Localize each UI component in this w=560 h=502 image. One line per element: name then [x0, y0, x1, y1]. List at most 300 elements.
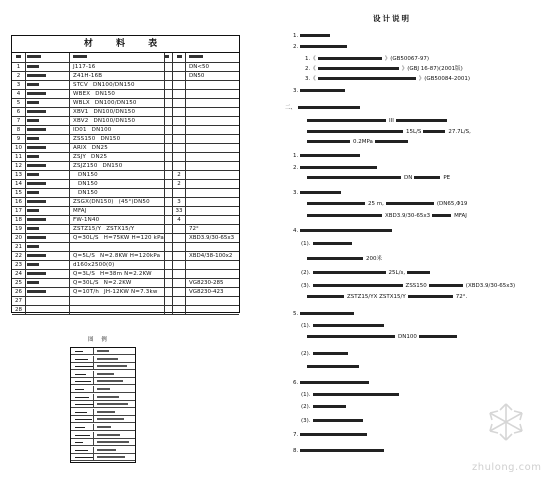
- row-note: XBD3.9/30-65x3: [189, 235, 235, 241]
- legend-symbol: [71, 348, 94, 354]
- row-quantity: 33: [173, 207, 186, 216]
- note-glyphs: [300, 381, 369, 384]
- note-tail: 200米: [366, 256, 382, 262]
- row-model: [69, 63, 165, 72]
- row-quantity: [173, 117, 186, 126]
- row-note: [186, 243, 243, 252]
- legend-symbol-mark: [75, 359, 88, 360]
- note-tail: 》(GBJ 16-87)(2001版): [401, 66, 463, 72]
- watermark-logo-icon: [484, 400, 528, 444]
- model-text: Q=30L/S: [73, 235, 99, 241]
- legend-symbol-mark: [75, 412, 87, 413]
- note-line: [305, 66, 463, 73]
- row-number: 11: [12, 153, 26, 162]
- note-glyphs: [419, 335, 457, 338]
- row-number: 22: [12, 252, 26, 261]
- row-number: 19: [12, 225, 26, 234]
- row-model: [69, 180, 165, 189]
- note-line: [293, 190, 341, 197]
- note-line: [301, 241, 352, 248]
- model-text: Q=30L/S: [73, 280, 99, 286]
- legend-symbol-mark: [75, 435, 90, 436]
- table-row: [12, 180, 239, 189]
- note-line: [301, 404, 346, 411]
- legend-description: [97, 434, 120, 436]
- row-number: 9: [12, 135, 26, 144]
- model-text: XBV1: [73, 109, 89, 115]
- row-note: [186, 198, 243, 207]
- row-model: [69, 216, 165, 225]
- name-glyphs: [27, 254, 46, 257]
- table-row: [12, 225, 239, 234]
- note-marker: 8.: [293, 448, 299, 454]
- row-model: [69, 81, 165, 90]
- note-marker: (3).: [301, 418, 311, 424]
- row-unit: [161, 117, 173, 126]
- legend-symbol: [71, 439, 94, 445]
- legend-symbol-mark: [75, 366, 93, 367]
- row-quantity: [173, 126, 186, 135]
- legend-symbol: [71, 432, 94, 438]
- row-quantity: [173, 288, 186, 297]
- name-glyphs: [27, 110, 46, 113]
- model-spec-text: DN150: [102, 163, 123, 169]
- legend-symbol: [71, 356, 94, 362]
- row-model: [69, 126, 165, 135]
- row-unit: [161, 306, 173, 315]
- row-name: [26, 144, 70, 153]
- row-model: [69, 225, 165, 234]
- model-spec-text: DN150: [100, 136, 121, 142]
- name-glyphs: [27, 137, 39, 140]
- note-value: ZSTZ15/YX ZSTX15/Y: [347, 294, 406, 300]
- row-unit: [161, 171, 173, 180]
- row-number: 14: [12, 180, 26, 189]
- name-glyphs: [27, 245, 39, 248]
- legend-description: [97, 449, 116, 451]
- row-unit: [161, 261, 173, 270]
- legend-symbol-mark: [75, 419, 92, 420]
- note-text: 3.《: [305, 76, 316, 82]
- row-note: [186, 180, 243, 189]
- note-line: [293, 380, 369, 387]
- model-spec-text: DN25: [91, 145, 108, 151]
- legend-description: [97, 403, 128, 405]
- row-name: [26, 126, 70, 135]
- note-marker: (2).: [301, 270, 311, 276]
- note-glyphs: [313, 242, 352, 245]
- note-line: [305, 139, 408, 146]
- row-quantity: 3: [173, 198, 186, 207]
- note-glyphs: [313, 271, 386, 274]
- note-marker: (2).: [301, 404, 311, 410]
- row-note: [186, 99, 243, 108]
- model-spec-text: H=38m N=2.2KW: [100, 271, 152, 277]
- note-glyphs: [375, 140, 408, 143]
- table-row: [12, 288, 239, 297]
- row-note: VG8230-285: [189, 280, 224, 286]
- table-row: [12, 126, 239, 135]
- model-text: Q=5L/S: [73, 253, 96, 259]
- note-glyphs: [298, 106, 360, 109]
- note-glyphs: [396, 119, 447, 122]
- model-text: FW-1N40: [73, 217, 100, 223]
- row-unit: [161, 297, 173, 306]
- row-name: [26, 117, 70, 126]
- model-text: ZSTZ15/Y: [73, 226, 102, 232]
- row-model: [69, 288, 165, 297]
- note-line: [293, 448, 384, 455]
- row-number: 1: [12, 63, 26, 72]
- model-spec-text: (45°)DN50: [118, 199, 150, 205]
- note-glyphs: [300, 433, 367, 436]
- row-number: 7: [12, 117, 26, 126]
- model-spec-text: DN100: [91, 127, 112, 133]
- table-row: [12, 306, 239, 315]
- note-marker: (1).: [301, 241, 311, 247]
- row-unit: [161, 270, 173, 279]
- note-glyphs: [307, 202, 365, 205]
- legend-symbol: [71, 363, 94, 369]
- row-model: [69, 99, 165, 108]
- name-glyphs: [27, 218, 46, 221]
- row-name: [26, 297, 70, 306]
- row-unit: [161, 162, 173, 171]
- note-value: XBD3.9/30-65x3: [385, 213, 431, 219]
- legend-row: [71, 401, 135, 408]
- name-glyphs: [27, 227, 39, 230]
- note-marker: (3).: [301, 283, 311, 289]
- note-marker: 6.: [293, 380, 299, 386]
- model-spec-text: DN25: [91, 154, 108, 160]
- table-row: [12, 108, 239, 117]
- row-note: [186, 297, 243, 306]
- row-quantity: [173, 225, 186, 234]
- note-glyphs: [300, 154, 360, 157]
- header-glyphs: [164, 55, 169, 58]
- model-spec-text: H=75KW H=120 kPa: [103, 235, 164, 241]
- row-note: [186, 306, 243, 315]
- header-glyphs: [27, 55, 41, 58]
- row-model: [69, 252, 165, 261]
- row-number: 17: [12, 207, 26, 216]
- row-note: DN<50: [189, 64, 209, 70]
- note-marker: 7.: [293, 432, 299, 438]
- note-glyphs: [307, 130, 403, 133]
- model-text: XBV2: [73, 118, 89, 124]
- row-model: [69, 243, 165, 252]
- note-glyphs: [313, 324, 384, 327]
- model-text: WBEX: [73, 91, 91, 97]
- note-marker: (1).: [301, 323, 311, 329]
- row-number: 8: [12, 126, 26, 135]
- row-unit: [161, 180, 173, 189]
- legend-row: [71, 356, 135, 363]
- model-text: Z41H-16B: [73, 73, 103, 79]
- note-line: [301, 351, 348, 358]
- note-line: [301, 270, 430, 277]
- row-model: [69, 153, 165, 162]
- row-note: [186, 171, 243, 180]
- table-row: [12, 279, 239, 288]
- model-spec-text: DN100/DN150: [93, 118, 136, 124]
- note-glyphs: [407, 271, 430, 274]
- row-number: 21: [12, 243, 26, 252]
- row-quantity: [173, 243, 186, 252]
- row-note: [186, 162, 243, 171]
- row-number: 23: [12, 261, 26, 270]
- model-text: ZSJZ150: [73, 163, 98, 169]
- model-spec-text: N=2.2KW: [103, 280, 132, 286]
- note-line: [293, 44, 347, 51]
- row-name: [26, 243, 70, 252]
- row-name: [26, 252, 70, 261]
- note-value: 0.2MPa: [353, 139, 373, 145]
- header-cell: [26, 53, 70, 62]
- row-name: [26, 216, 70, 225]
- legend-symbol-mark: [75, 381, 91, 382]
- name-glyphs: [27, 74, 46, 77]
- note-tail: (XBD3.9/30-65x3): [465, 283, 516, 289]
- table-row: [12, 90, 239, 99]
- row-unit: [161, 72, 173, 81]
- row-quantity: 2: [173, 180, 186, 189]
- legend-table: [70, 347, 136, 463]
- row-name: [26, 234, 70, 243]
- note-glyphs: [318, 77, 416, 80]
- name-glyphs: [27, 164, 46, 167]
- row-name: [26, 72, 70, 81]
- note-tail: 》(GB50084-2001): [418, 76, 471, 82]
- row-model: [69, 162, 165, 171]
- table-row: [12, 207, 239, 216]
- row-unit: [161, 216, 173, 225]
- note-line: [305, 175, 450, 182]
- row-quantity: [173, 63, 186, 72]
- row-quantity: [173, 72, 186, 81]
- row-quantity: [173, 135, 186, 144]
- row-model: [69, 279, 165, 288]
- note-glyphs: [414, 176, 440, 179]
- row-number: 28: [12, 306, 26, 315]
- legend-row: [71, 363, 135, 370]
- row-name: [26, 90, 70, 99]
- row-quantity: [173, 153, 186, 162]
- note-line: [305, 294, 467, 301]
- row-quantity: [173, 81, 186, 90]
- legend-description: [97, 380, 123, 382]
- row-note: DN50: [189, 73, 205, 79]
- row-note: [186, 144, 243, 153]
- note-value: DN: [404, 175, 413, 181]
- model-text: Q=10T/h: [73, 289, 100, 295]
- legend-title: 图 例: [88, 337, 110, 343]
- row-note: [186, 216, 243, 225]
- legend-row: [71, 447, 135, 454]
- legend-description: [97, 350, 109, 352]
- legend-symbol-mark: [75, 427, 85, 428]
- design-notes-title: 设计说明: [373, 14, 411, 23]
- header-cell: [69, 53, 165, 62]
- row-model: [69, 261, 165, 270]
- row-number: 26: [12, 288, 26, 297]
- note-glyphs: [386, 202, 434, 205]
- note-glyphs: [300, 34, 330, 37]
- row-unit: [161, 135, 173, 144]
- note-line: [301, 392, 399, 399]
- header-glyphs: [73, 55, 87, 58]
- row-unit: [161, 63, 173, 72]
- name-glyphs: [27, 209, 39, 212]
- note-value: III: [389, 118, 394, 124]
- header-glyphs: [16, 55, 21, 58]
- legend-symbol: [71, 371, 94, 377]
- row-number: 15: [12, 189, 26, 198]
- note-line: [293, 88, 345, 95]
- name-glyphs: [27, 128, 46, 131]
- row-unit: [161, 198, 173, 207]
- name-glyphs: [27, 236, 46, 239]
- legend-symbol-mark: [75, 450, 88, 451]
- row-note: [186, 261, 243, 270]
- legend-symbol: [71, 394, 94, 400]
- name-glyphs: [27, 263, 39, 266]
- row-name: [26, 288, 70, 297]
- note-glyphs: [300, 45, 347, 48]
- name-glyphs: [27, 92, 46, 95]
- name-glyphs: [27, 146, 46, 149]
- note-line: [293, 432, 367, 439]
- legend-row: [71, 386, 135, 393]
- note-line: [305, 56, 429, 63]
- table-row: [12, 63, 239, 72]
- row-model: [69, 117, 165, 126]
- table-row: [12, 198, 239, 207]
- row-model: [69, 135, 165, 144]
- table-row: [12, 252, 239, 261]
- legend-symbol-mark: [75, 457, 93, 458]
- note-line: [305, 129, 471, 136]
- name-glyphs: [27, 290, 46, 293]
- row-quantity: [173, 99, 186, 108]
- note-marker: (2).: [301, 351, 311, 357]
- row-quantity: [173, 162, 186, 171]
- model-text: Q=3L/S: [73, 271, 96, 277]
- row-unit: [161, 126, 173, 135]
- row-unit: [161, 99, 173, 108]
- note-line: [305, 201, 467, 208]
- legend-description: [97, 418, 124, 420]
- row-number: 13: [12, 171, 26, 180]
- legend-symbol: [71, 454, 94, 460]
- legend-row: [71, 454, 135, 461]
- row-number: 2: [12, 72, 26, 81]
- row-unit: [161, 144, 173, 153]
- model-spec-text: JH-12KW N=7.3kw: [104, 289, 158, 295]
- row-number: 24: [12, 270, 26, 279]
- row-note: [186, 189, 243, 198]
- legend-symbol-mark: [75, 442, 83, 443]
- table-row: [12, 189, 239, 198]
- row-quantity: [173, 270, 186, 279]
- name-glyphs: [27, 200, 46, 203]
- note-marker: 3.: [293, 88, 299, 94]
- row-name: [26, 279, 70, 288]
- row-unit: [161, 234, 173, 243]
- model-text: STCV: [73, 82, 88, 88]
- legend-symbol: [71, 447, 94, 453]
- legend-symbol-mark: [75, 404, 94, 405]
- row-model: [69, 189, 165, 198]
- name-glyphs: [27, 119, 39, 122]
- note-glyphs: [300, 89, 345, 92]
- table-row: [12, 135, 239, 144]
- row-model: [69, 270, 165, 279]
- row-model: [69, 90, 165, 99]
- model-text: ZSGX(DN150): [73, 199, 114, 205]
- row-number: 27: [12, 297, 26, 306]
- row-quantity: [173, 297, 186, 306]
- note-value: ZSS150: [405, 283, 427, 289]
- row-name: [26, 135, 70, 144]
- row-name: [26, 162, 70, 171]
- row-unit: [161, 90, 173, 99]
- note-tail: 》(GB50067-97): [384, 56, 430, 62]
- name-glyphs: [27, 182, 46, 185]
- note-line: [293, 153, 360, 160]
- note-line: [305, 76, 470, 83]
- legend-row: [71, 378, 135, 385]
- legend-row: [71, 416, 135, 423]
- row-name: [26, 207, 70, 216]
- name-glyphs: [27, 83, 39, 86]
- note-glyphs: [318, 67, 399, 70]
- note-marker: (1).: [301, 392, 311, 398]
- legend-symbol: [71, 378, 94, 384]
- row-unit: [161, 243, 173, 252]
- legend-row: [71, 439, 135, 446]
- note-text: 2.《: [305, 66, 316, 72]
- row-name: [26, 81, 70, 90]
- note-tail: 27.7L/S,: [448, 129, 471, 135]
- note-marker: 5.: [293, 311, 299, 317]
- note-tail: MFAJ: [454, 213, 467, 219]
- row-note: [186, 108, 243, 117]
- legend-description: [97, 358, 118, 360]
- row-quantity: 4: [173, 216, 186, 225]
- note-glyphs: [300, 229, 392, 232]
- row-name: [26, 198, 70, 207]
- model-text: ID01: [73, 127, 87, 133]
- legend-description: [97, 441, 129, 443]
- note-marker: 2.: [293, 165, 299, 171]
- row-note: [186, 270, 243, 279]
- model-spec-text: DN100/DN150: [94, 100, 137, 106]
- row-quantity: [173, 252, 186, 261]
- table-row: [12, 117, 239, 126]
- row-quantity: [173, 144, 186, 153]
- note-glyphs: [300, 191, 341, 194]
- model-text: J117-16: [73, 64, 96, 70]
- model-spec-text: DN150: [78, 172, 98, 178]
- row-unit: [161, 288, 173, 297]
- material-table-title: 材 料 表: [12, 36, 239, 53]
- legend-symbol-mark: [75, 374, 86, 375]
- model-spec-text: DN150: [95, 91, 116, 97]
- row-model: [69, 234, 165, 243]
- legend-symbol: [71, 416, 94, 422]
- legend-description: [97, 456, 125, 458]
